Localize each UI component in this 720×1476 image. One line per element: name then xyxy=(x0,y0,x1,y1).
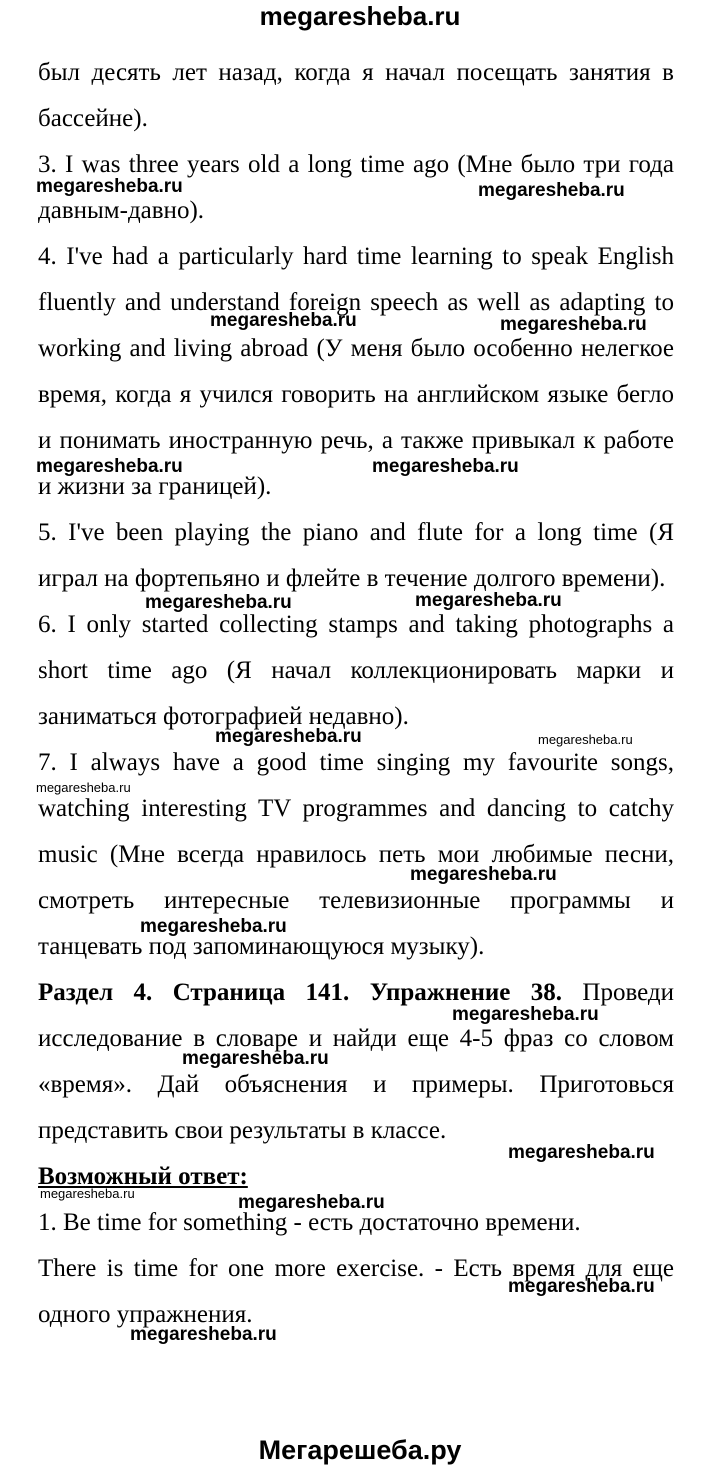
watermark: megaresheba.ru xyxy=(410,864,557,885)
watermark: megaresheba.ru xyxy=(182,1048,329,1069)
site-header: megaresheba.ru xyxy=(259,1,461,31)
paragraph-item-5: 5. I've been playing the piano and flute for a long time (Я играл на фортепьяно и флейте в течение долгого времени). xyxy=(38,519,674,592)
exercise-text: Проведи исследование в словаре и найди еще 4-5 фраз со словом «время». Дай объяснения и примеры. Приготовься представить свои результаты в классе. xyxy=(38,979,675,1144)
paragraph-item-7: 7. I always have a good time singing my favourite songs, watching interesting TV programmes and dancing to catchy music (Мне всегда нравилось петь мои любимые песни, смотреть интересные телевизионные программы и танцевать под запоминающуюся музыку). xyxy=(38,749,674,960)
watermark: megaresheba.ru xyxy=(500,314,647,335)
watermark: megaresheba.ru xyxy=(210,310,357,331)
paragraph-item-6: 6. I only started collecting stamps and taking photographs a short time ago (Я начал коллекционировать марки и заниматься фотографией недавно). xyxy=(38,611,674,730)
watermark: megaresheba.ru xyxy=(36,176,183,197)
watermark: megaresheba.ru xyxy=(40,1186,135,1201)
watermark: megaresheba.ru xyxy=(36,456,183,477)
watermark: megaresheba.ru xyxy=(415,590,562,611)
exercise-heading: Раздел 4. Страница 141. Упражнение 38. xyxy=(38,979,563,1006)
watermark: megaresheba.ru xyxy=(538,732,633,747)
watermark: megaresheba.ru xyxy=(508,1142,655,1163)
watermark: megaresheba.ru xyxy=(238,1192,385,1213)
site-footer: Мегарешеба.ру xyxy=(258,1435,462,1465)
answer-item-1: 1. Be time for something - есть достаточно времени. xyxy=(38,1209,581,1236)
watermark: megaresheba.ru xyxy=(130,1324,277,1345)
watermark: megaresheba.ru xyxy=(145,592,292,613)
answer-example-1: There is time for one more exercise. - Есть время для еще одного упражнения. xyxy=(38,1255,674,1328)
watermark: megaresheba.ru xyxy=(452,1004,599,1025)
watermark: megaresheba.ru xyxy=(478,180,625,201)
watermark: megaresheba.ru xyxy=(508,1276,655,1297)
watermark: megaresheba.ru xyxy=(215,726,362,747)
paragraph-item-3: 3. I was three years old a long time ago (Мне было три года давным-давно). xyxy=(38,151,674,224)
answer-heading: Возможный ответ: xyxy=(38,1163,248,1190)
watermark: megaresheba.ru xyxy=(36,780,131,795)
exercise-task xyxy=(38,970,674,1154)
paragraph-item-4: 4. I've had a particularly hard time learning to speak English fluently and understand foreign speech as well as adapting to working and living abroad (У меня было особенно нелегкое время, когда я учился говорить на английском языке бегло и понимать иностранную речь, а также привыкал к работе и жизни за границей). xyxy=(38,243,674,500)
watermark: megaresheba.ru xyxy=(140,916,287,937)
watermark: megaresheba.ru xyxy=(372,456,519,477)
paragraph-continuation: был десять лет назад, когда я начал посещать занятия в бассейне). xyxy=(38,59,674,132)
